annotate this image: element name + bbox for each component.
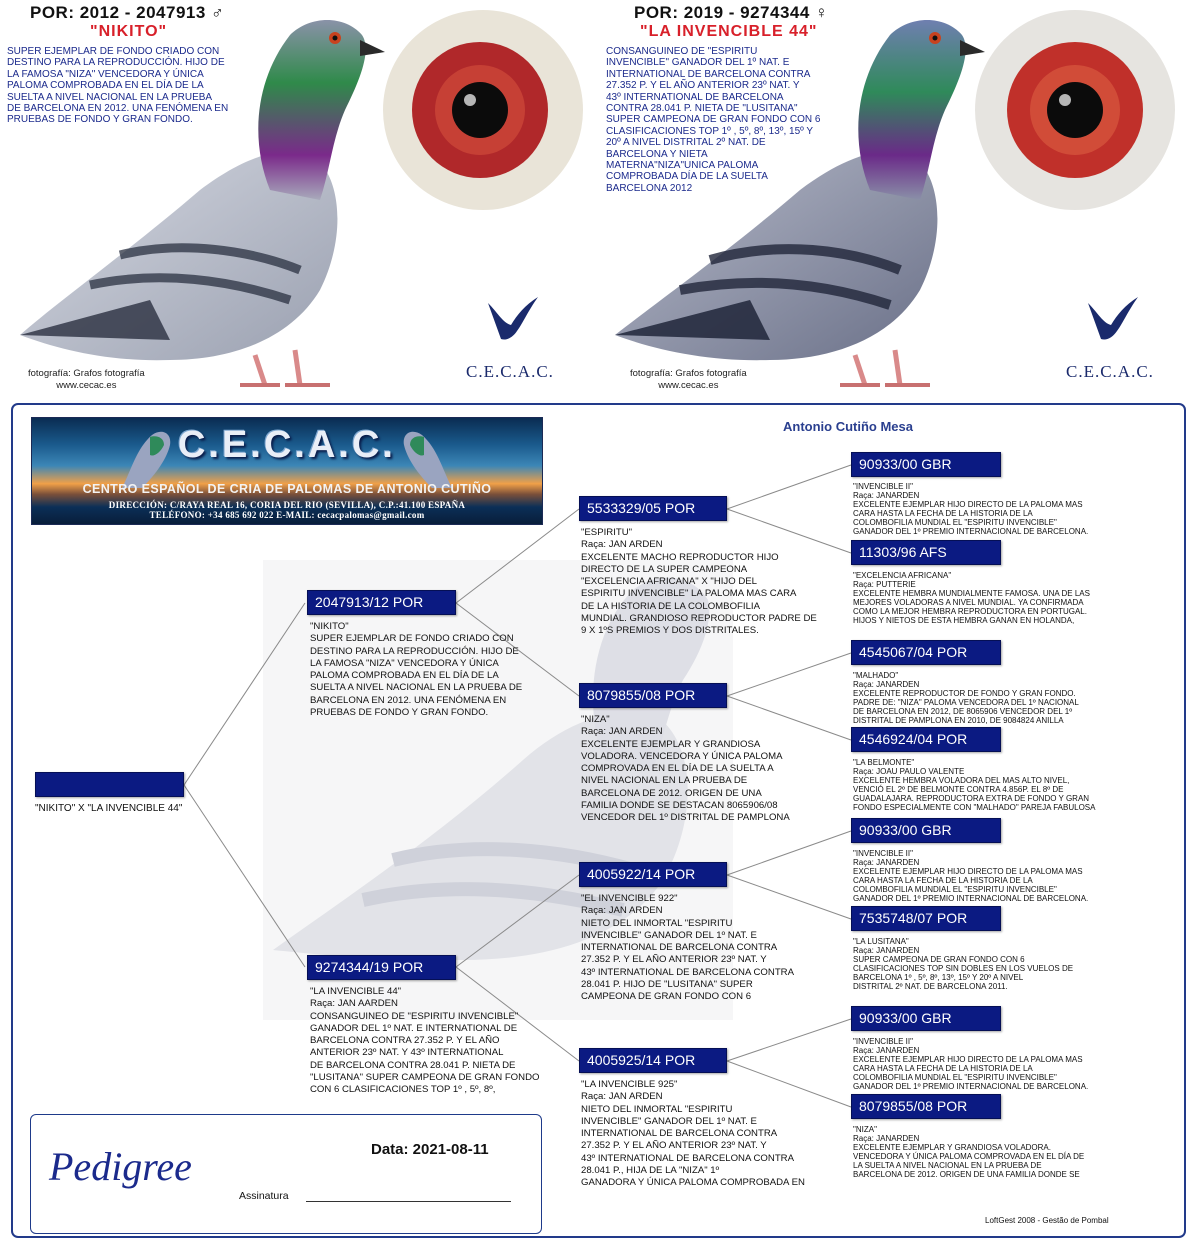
granddam-maternal-info: "LA INVENCIBLE 925" Raça: JAN ARDEN NIETO DEL INMORTAL "ESPIRITU INVENCIBLE" GANADOR DEL 1º NAT. E INTERNATIONAL DE BARCELONA CONTRA 27.352 P. Y EL AÑO ANTERIOR 23º NAT. Y 43º INTERNATIONAL DE BARCELONA CONTRA 28.041 P., HIJA DE LA "NIZA" 1º GANADORA Y ÚNICA PALOMA COMPROBADA EN — [581, 1079, 805, 1189]
dam-info: "LA INVENCIBLE 44" Raça: JAN AARDEN CONSANGUINEO DE "ESPIRITU INVENCIBLE" GANADOR DEL 1º NAT. E INTERNATIONAL DE BARCELONA CONTRA 27.352 P. Y EL AÑO ANTERIOR 23º NAT. Y 43º INTERNATIONAL DE BARCELONA CONTRA 28.041 P. NIETA DE "LUSITANA" SUPER CAMPEONA DE GRAN FONDO CON 6 CLASIFICACIONES TOP 1º , 5º, 8º, — [310, 986, 540, 1096]
software-footer: LoftGest 2008 - Gestão de Pombal — [985, 1216, 1109, 1225]
great-grandparent-7-info: "INVENCIBLE II" Raça: JANARDEN EXCELENTE EJEMPLAR HIJO DIRECTO DE LA PALOMA MAS CARA HASTA LA FECHA DE LA HISTORIA DE LA COLOMBOFILIA MUNDIAL EL "ESPIRITU INVENCIBLE" GANADOR DEL 1º PREMIO INTERNACIONAL DE BARCELONA. — [853, 1037, 1089, 1092]
granddam-paternal-info: "NIZA" Raça: JAN ARDEN EXCELENTE EJEMPLAR Y GRANDIOSA VOLADORA. VENCEDORA Y ÚNICA PALOMA COMPROVADA EN EL DÍA DE LA SUELTA A NIVEL NACIONAL EN LA PRUEBA DE BARCELONA DE 2012. ORIGEN DE UNA FAMILIA DONDE SE DESTACAN 8065906/08 VENCEDOR DEL 1º DISTRITAL DE PAMPLONA — [581, 714, 790, 824]
great-grandparent-6-info: "LA LUSITANA" Raça: JANARDEN SUPER CAMPEONA DE GRAN FONDO CON 6 CLASIFICACIONES TOP SIN DOBLES EN LOS VUELOS DE BARCELONA 1º , 5º, 8º, 13º, 15º Y 20º A NIVEL DISTRITAL 2º NAT. DE BARCELONA 2011. — [853, 937, 1074, 992]
signature-line — [306, 1201, 511, 1202]
great-grandparent-5-ring-box: 90933/00 GBR — [851, 818, 1001, 843]
sire-name-heading: "NIKITO" — [90, 23, 168, 40]
pedigree-title: Pedigree — [49, 1144, 192, 1189]
dam-description: CONSANGUINEO DE "ESPIRITU INVENCIBLE" GANADOR DEL 1º NAT. E INTERNATIONAL DE BARCELONA CONTRA 27.352 P. Y EL AÑO ANTERIOR 23º NAT. Y 43º INTERNATIONAL DE BARCELONA CONTRA 28.041 P. NIETA DE "LUSITANA" SUPER CAMPEONA DE GRAN FONDO CON 6 CLASIFICACIONES TOP 1º , 5º, 8º, 13º, 15º Y 20º A NIVEL DISTRITAL 2º NAT. DE BARCELONA Y NIETA MATERNA"NIZA"UNICA PALOMA COMPROBADA DÍA DE LA SUELTA BARCELONA 2012 — [606, 46, 821, 194]
cecac-banner — [31, 417, 543, 525]
great-grandparent-8-ring-box: 8079855/08 POR — [851, 1094, 1001, 1119]
great-grandparent-1-ring-box: 90933/00 GBR — [851, 452, 1001, 477]
banner-address: DIRECCIÓN: C/RAYA REAL 16, CORIA DEL RIO (SEVILLA), C.P.:41.100 ESPAÑA TELÉFONO: +34 685 692 022 E-MAIL: cecacpalomas@gmail.com — [108, 500, 466, 520]
sire-description: SUPER EJEMPLAR DE FONDO CRIADO CON DESTINO PARA LA REPRODUCCIÓN. HIJO DE LA FAMOSA "NIZA" VENCEDORA Y ÚNICA PALOMA COMPROBADA EN EL DÍA DE LA SUELTA A NIVEL NACIONAL EN LA PRUEBA DE BARCELONA EN 2012. UNA FENÓMENA EN PRUEBAS DE FONDO Y GRAN FONDO. — [7, 46, 229, 126]
great-grandparent-1-info: "INVENCIBLE II" Raça: JANARDEN EXCELENTE EJEMPLAR HIJO DIRECTO DE LA PALOMA MAS CARA HASTA LA FECHA DE LA HISTORIA DE LA COLOMBOFILIA MUNDIAL EL "ESPIRITU INVENCIBLE" GANADOR DEL 1º PREMIO INTERNACIONAL DE BARCELONA. — [853, 482, 1089, 537]
signature-label: Assinatura — [239, 1190, 289, 1202]
sire-photo-credit: fotografía: Grafos fotografía www.cecac.es — [28, 368, 145, 391]
cecac-dove-logo-icon — [483, 295, 543, 343]
grandsire-maternal-ring-box: 4005922/14 POR — [579, 862, 727, 887]
banner-title: C.E.C.A.C. — [178, 424, 396, 466]
subject-label: "NIKITO" X "LA INVENCIBLE 44" — [35, 803, 183, 814]
photo-panel-sire — [0, 0, 600, 400]
signature-box — [30, 1114, 542, 1234]
pedigree-sheet — [11, 403, 1186, 1238]
grandsire-maternal-info: "EL INVENCIBLE 922" Raça: JAN ARDEN NIETO DEL INMORTAL "ESPIRITU INVENCIBLE" GANADOR DEL 1º NAT. E INTERNATIONAL DE BARCELONA CONTRA 27.352 P. Y EL AÑO ANTERIOR 23º NAT. Y 43º INTERNATIONAL DE BARCELONA CONTRA 28.041 P. HIJO DE "LUSITANA" SUPER CAMPEONA DE GRAN FONDO CON 6 — [581, 893, 795, 1003]
dam-ring-box: 9274344/19 POR — [307, 955, 456, 980]
great-grandparent-7-ring-box: 90933/00 GBR — [851, 1006, 1001, 1031]
cecac-brand: C.E.C.A.C. — [1066, 362, 1154, 381]
great-grandparent-2-info: "EXCELENCIA AFRICANA" Raça: PUTTERIE EXCELENTE HEMBRA MUNDIALMENTE FAMOSA. UNA DE LAS MEJORES VOLADORAS A NIVEL MUNDIAL. YA CONFIRMADA COMO LA MEJOR HEMBRA REPRODUCTORA EN PORTUGAL. HIJOS Y NIETOS DE ESTA HEMBRA GANAN EN HOLANDA, — [853, 571, 1090, 626]
great-grandparent-4-ring-box: 4546924/04 POR — [851, 727, 1001, 752]
sire-ring-heading: POR: 2012 - 2047913 ♂ — [30, 3, 225, 22]
granddam-paternal-ring-box: 8079855/08 POR — [579, 683, 727, 708]
dam-pigeon-photo — [600, 0, 1020, 400]
grandsire-paternal-ring-box: 5533329/05 POR — [579, 496, 727, 521]
sire-pigeon-photo — [0, 0, 420, 400]
dam-eye-photo — [970, 5, 1180, 215]
dam-photo-credit: fotografía: Grafos fotografía www.cecac.es — [630, 368, 747, 391]
great-grandparent-2-ring-box: 11303/96 AFS — [851, 540, 1001, 565]
sire-eye-photo — [378, 5, 588, 215]
dam-ring-heading: POR: 2019 - 9274344 ♀ — [634, 3, 829, 22]
cecac-brand: C.E.C.A.C. — [466, 362, 554, 381]
great-grandparent-3-info: "MALHADO" Raça: JANARDEN EXCELENTE REPRODUCTOR DE FONDO Y GRAN FONDO. PADRE DE: "NIZA" PALOMA VENCEDORA DEL 1º NACIONAL DE BARCELONA EN 2012, DE 8065906 VENCEDOR DEL 1º DISTRITAL DE PAMPLONA EN 2010, DE 9084824 ANILLA — [853, 671, 1079, 726]
photo-panel-dam — [600, 0, 1200, 400]
grandsire-paternal-info: "ESPIRITU" Raça: JAN ARDEN EXCELENTE MACHO REPRODUCTOR HIJO DIRECTO DE LA SUPER CAMPEONA "EXCELENCIA AFRICANA" X "HIJO DEL ESPIRITU INVENCIBLE" LA PALOMA MAS CARA DE LA HISTORIA DE LA COLOMBOFILIA MUNDIAL. GRANDIOSO REPRODUCTOR PADRE DE 9 X 1ºS PREMIOS Y DOS DISTRITALES. — [581, 527, 817, 637]
owner-name: Antonio Cutiño Mesa — [783, 419, 913, 434]
banner-subtitle: CENTRO ESPAÑOL DE CRIA DE PALOMAS DE ANTONIO CUTIÑO — [82, 482, 492, 496]
sire-ring-box: 2047913/12 POR — [307, 590, 456, 615]
great-grandparent-8-info: "NIZA" Raça: JANARDEN EXCELENTE EJEMPLAR Y GRANDIOSA VOLADORA. VENCEDORA Y ÚNICA PALOMA COMPROVADA EN EL DÍA DE LA SUELTA A NIVEL NACIONAL EN LA PRUEBA DE BARCELONA DE 2012. ORIGEN DE UNA FAMILIA DONDE SE — [853, 1125, 1085, 1180]
granddam-maternal-ring-box: 4005925/14 POR — [579, 1048, 727, 1073]
sire-info: "NIKITO" SUPER EJEMPLAR DE FONDO CRIADO CON DESTINO PARA LA REPRODUCCIÓN. HIJO DE LA FAMOSA "NIZA" VENCEDORA Y ÚNICA PALOMA COMPROBADA EN EL DÍA DE LA SUELTA A NIVEL NACIONAL EN LA PRUEBA DE BARCELONA EN 2012. UNA FENÓMENA EN PRUEBAS DE FONDO Y GRAN FONDO. — [310, 621, 523, 719]
great-grandparent-6-ring-box: 7535748/07 POR — [851, 906, 1001, 931]
cecac-dove-logo-icon — [1083, 295, 1143, 343]
great-grandparent-4-info: "LA BELMONTE" Raça: JOAU PAULO VALENTE EXCELENTE HEMBRA VOLADORA DEL MAS ALTO NIVEL, VENCIÓ EL 2º DE BELMONTE CONTRA 4.856P. EL 8º DE GUADALAJARA. REPRODUCTORA EXTRA DE FONDO Y GRAN FONDO ESPECIALMENTE CON "MALHADO" PAREJA FABULOSA — [853, 758, 1096, 813]
great-grandparent-5-info: "INVENCIBLE II" Raça: JANARDEN EXCELENTE EJEMPLAR HIJO DIRECTO DE LA PALOMA MAS CARA HASTA LA FECHA DE LA HISTORIA DE LA COLOMBOFILIA MUNDIAL EL "ESPIRITU INVENCIBLE" GANADOR DEL 1º PREMIO INTERNACIONAL DE BARCELONA. — [853, 849, 1089, 904]
dam-name-heading: "LA INVENCIBLE 44" — [640, 23, 818, 40]
subject-ring-box — [35, 772, 184, 797]
pedigree-date: Data: 2021-08-11 — [371, 1141, 489, 1158]
great-grandparent-3-ring-box: 4545067/04 POR — [851, 640, 1001, 665]
